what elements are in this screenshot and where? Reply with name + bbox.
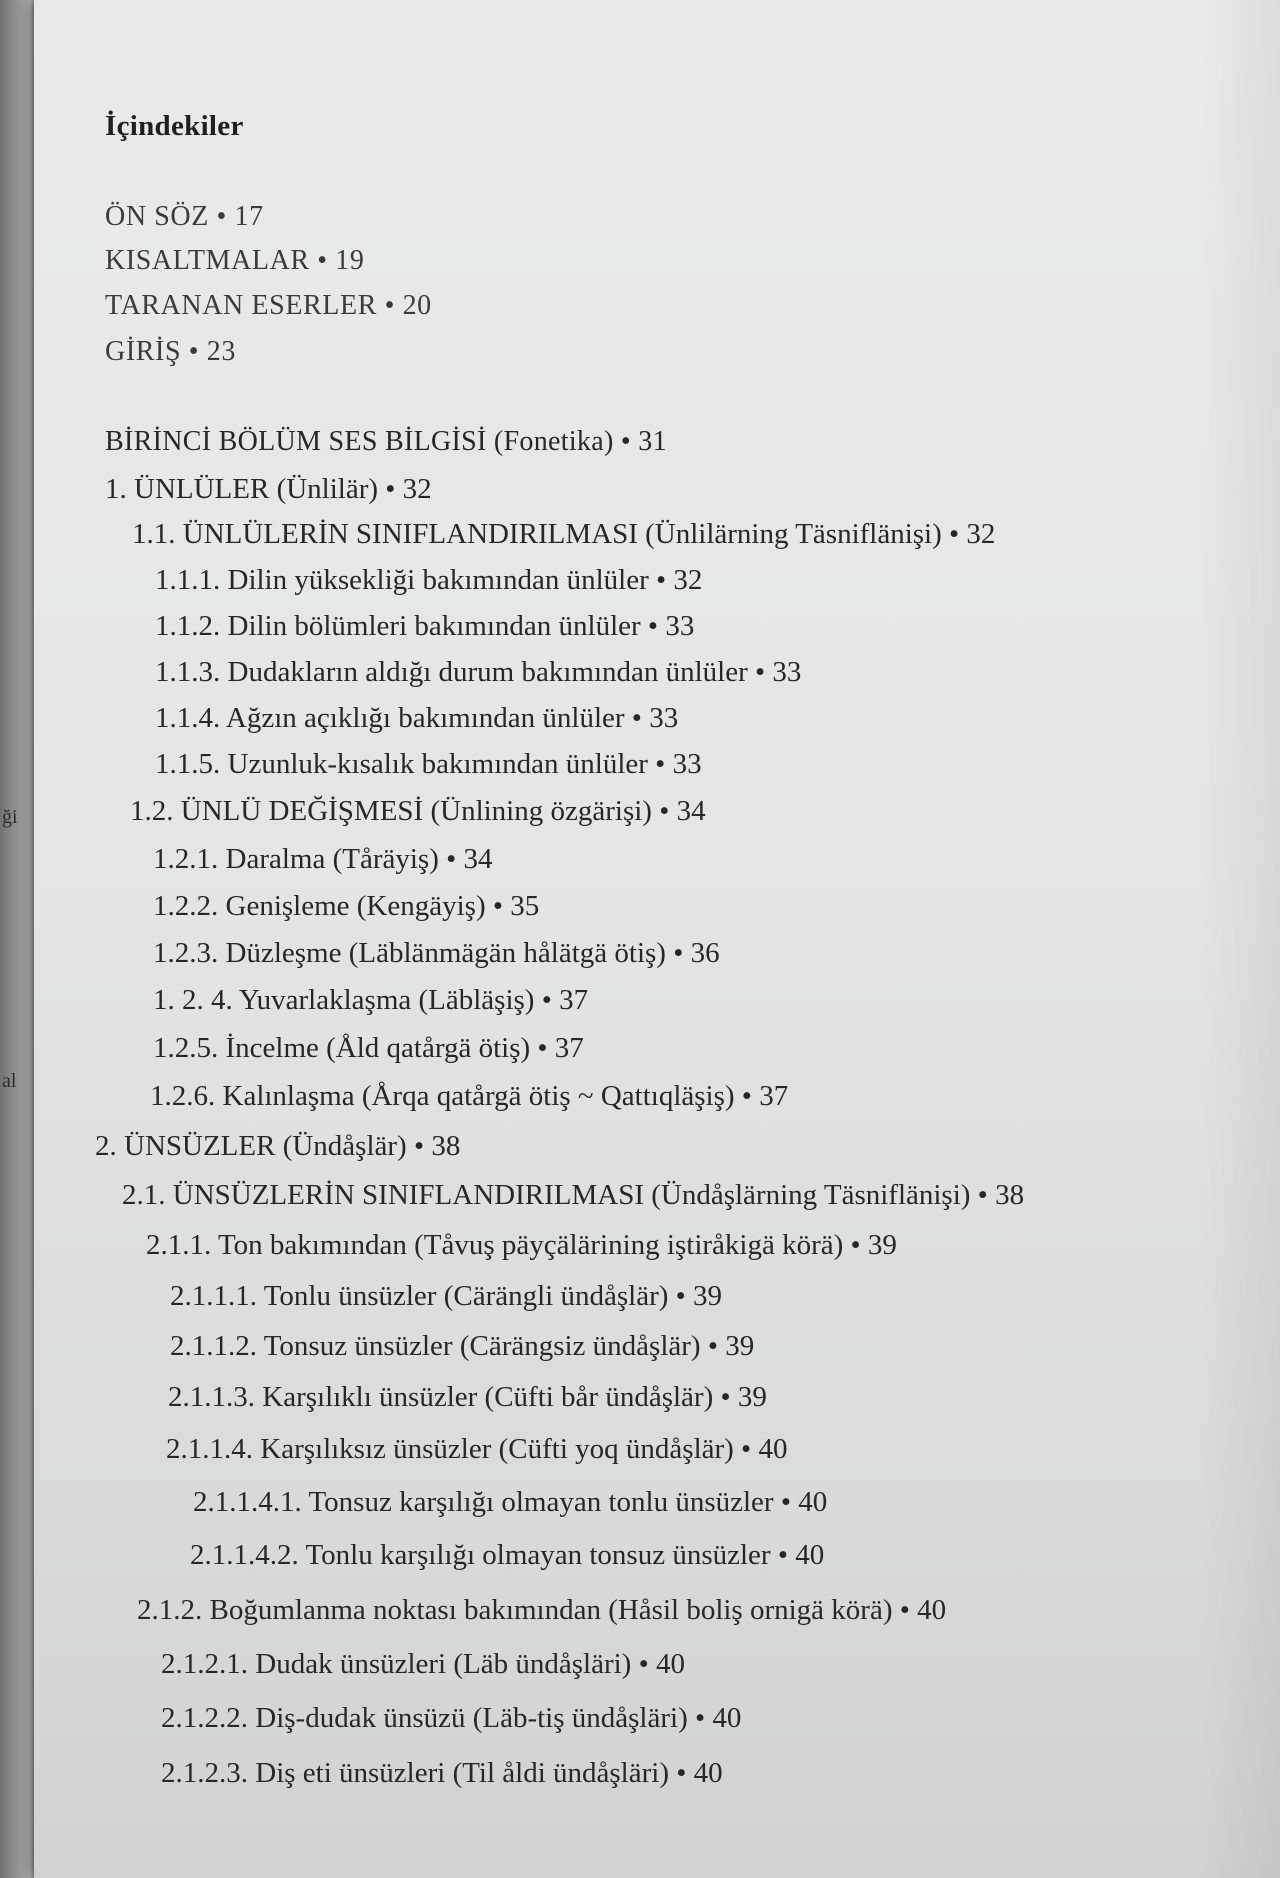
toc-entry: 2.1.2.1. Dudak ünsüzleri (Läb ündåşläri) • 40 xyxy=(161,1648,685,1680)
toc-entry: 2.1.1. Ton bakımından (Tåvuş päyçälärining iştiråkigä körä) • 39 xyxy=(146,1229,897,1261)
margin-mark: ği xyxy=(2,806,18,828)
toc-heading: İçindekiler xyxy=(105,110,244,142)
toc-entry: 1.2. ÜNLÜ DEĞİŞMESİ (Ünlining özgärişi) • 34 xyxy=(130,795,706,827)
toc-entry: 2.1.1.2. Tonsuz ünsüzler (Cärängsiz ündåşlär) • 39 xyxy=(170,1330,755,1362)
toc-entry: 1.2.5. İncelme (Åld qatårgä ötiş) • 37 xyxy=(153,1032,584,1064)
toc-entry: 1.1.4. Ağzın açıklığı bakımından ünlüler • 33 xyxy=(155,702,679,734)
toc-entry: 1.2.3. Düzleşme (Läblänmägän hålätgä ötiş) • 36 xyxy=(153,937,720,969)
toc-entry: 2.1.1.4. Karşılıksız ünsüzler (Cüfti yoq ündåşlär) • 40 xyxy=(166,1433,788,1465)
toc-entry: 2.1.2. Boğumlanma noktası bakımından (Håsil boliş ornigä körä) • 40 xyxy=(137,1594,947,1626)
toc-entry: 2.1.1.4.1. Tonsuz karşılığı olmayan tonlu ünsüzler • 40 xyxy=(193,1486,828,1518)
toc-entry: KISALTMALAR • 19 xyxy=(105,245,365,276)
toc-entry: 2. ÜNSÜZLER (Ündåşlär) • 38 xyxy=(95,1130,461,1162)
toc-entry: GİRİŞ • 23 xyxy=(105,336,236,367)
toc-entry: 2.1. ÜNSÜZLERİN SINIFLANDIRILMASI (Ündåşlärning Täsniflänişi) • 38 xyxy=(122,1179,1025,1211)
toc-entry: 1.2.6. Kalınlaşma (Årqa qatårgä ötiş ~ Qattıqläşiş) • 37 xyxy=(150,1080,789,1112)
toc-entry: 2.1.1.3. Karşılıklı ünsüzler (Cüfti bår ündåşlär) • 39 xyxy=(168,1381,767,1413)
toc-entry: TARANAN ESERLER • 20 xyxy=(105,290,432,321)
toc-entry: 1. ÜNLÜLER (Ünlilär) • 32 xyxy=(105,473,432,505)
toc-entry: ÖN SÖZ • 17 xyxy=(105,201,264,232)
toc-entry: 1.1. ÜNLÜLERİN SINIFLANDIRILMASI (Ünlilärning Täsniflänişi) • 32 xyxy=(132,518,996,550)
toc-entry: 1.2.2. Genişleme (Kengäyiş) • 35 xyxy=(153,890,540,922)
toc-entry: 2.1.2.2. Diş-dudak ünsüzü (Läb-tiş ündåşläri) • 40 xyxy=(161,1702,742,1734)
toc-entry: 1.1.2. Dilin bölümleri bakımından ünlüler • 33 xyxy=(155,610,695,642)
margin-mark: al xyxy=(2,1070,17,1092)
toc-entry: 1. 2. 4. Yuvarlaklaşma (Läbläşiş) • 37 xyxy=(153,984,589,1016)
toc-entry: BİRİNCİ BÖLÜM SES BİLGİSİ (Fonetika) • 31 xyxy=(105,426,667,457)
toc-entry: 2.1.1.1. Tonlu ünsüzler (Cärängli ündåşlär) • 39 xyxy=(170,1280,723,1312)
toc-entry: 1.2.1. Daralma (Tåräyiş) • 34 xyxy=(153,843,493,875)
toc-entry: 1.1.5. Uzunluk-kısalık bakımından ünlüler • 33 xyxy=(155,748,702,780)
toc-entry: 1.1.1. Dilin yüksekliği bakımından ünlüler • 32 xyxy=(155,564,703,596)
toc-entry: 2.1.1.4.2. Tonlu karşılığı olmayan tonsuz ünsüzler • 40 xyxy=(190,1539,825,1571)
toc-entry: 2.1.2.3. Diş eti ünsüzleri (Til åldi ündåşläri) • 40 xyxy=(161,1757,723,1789)
toc-entry: 1.1.3. Dudakların aldığı durum bakımından ünlüler • 33 xyxy=(155,656,802,688)
